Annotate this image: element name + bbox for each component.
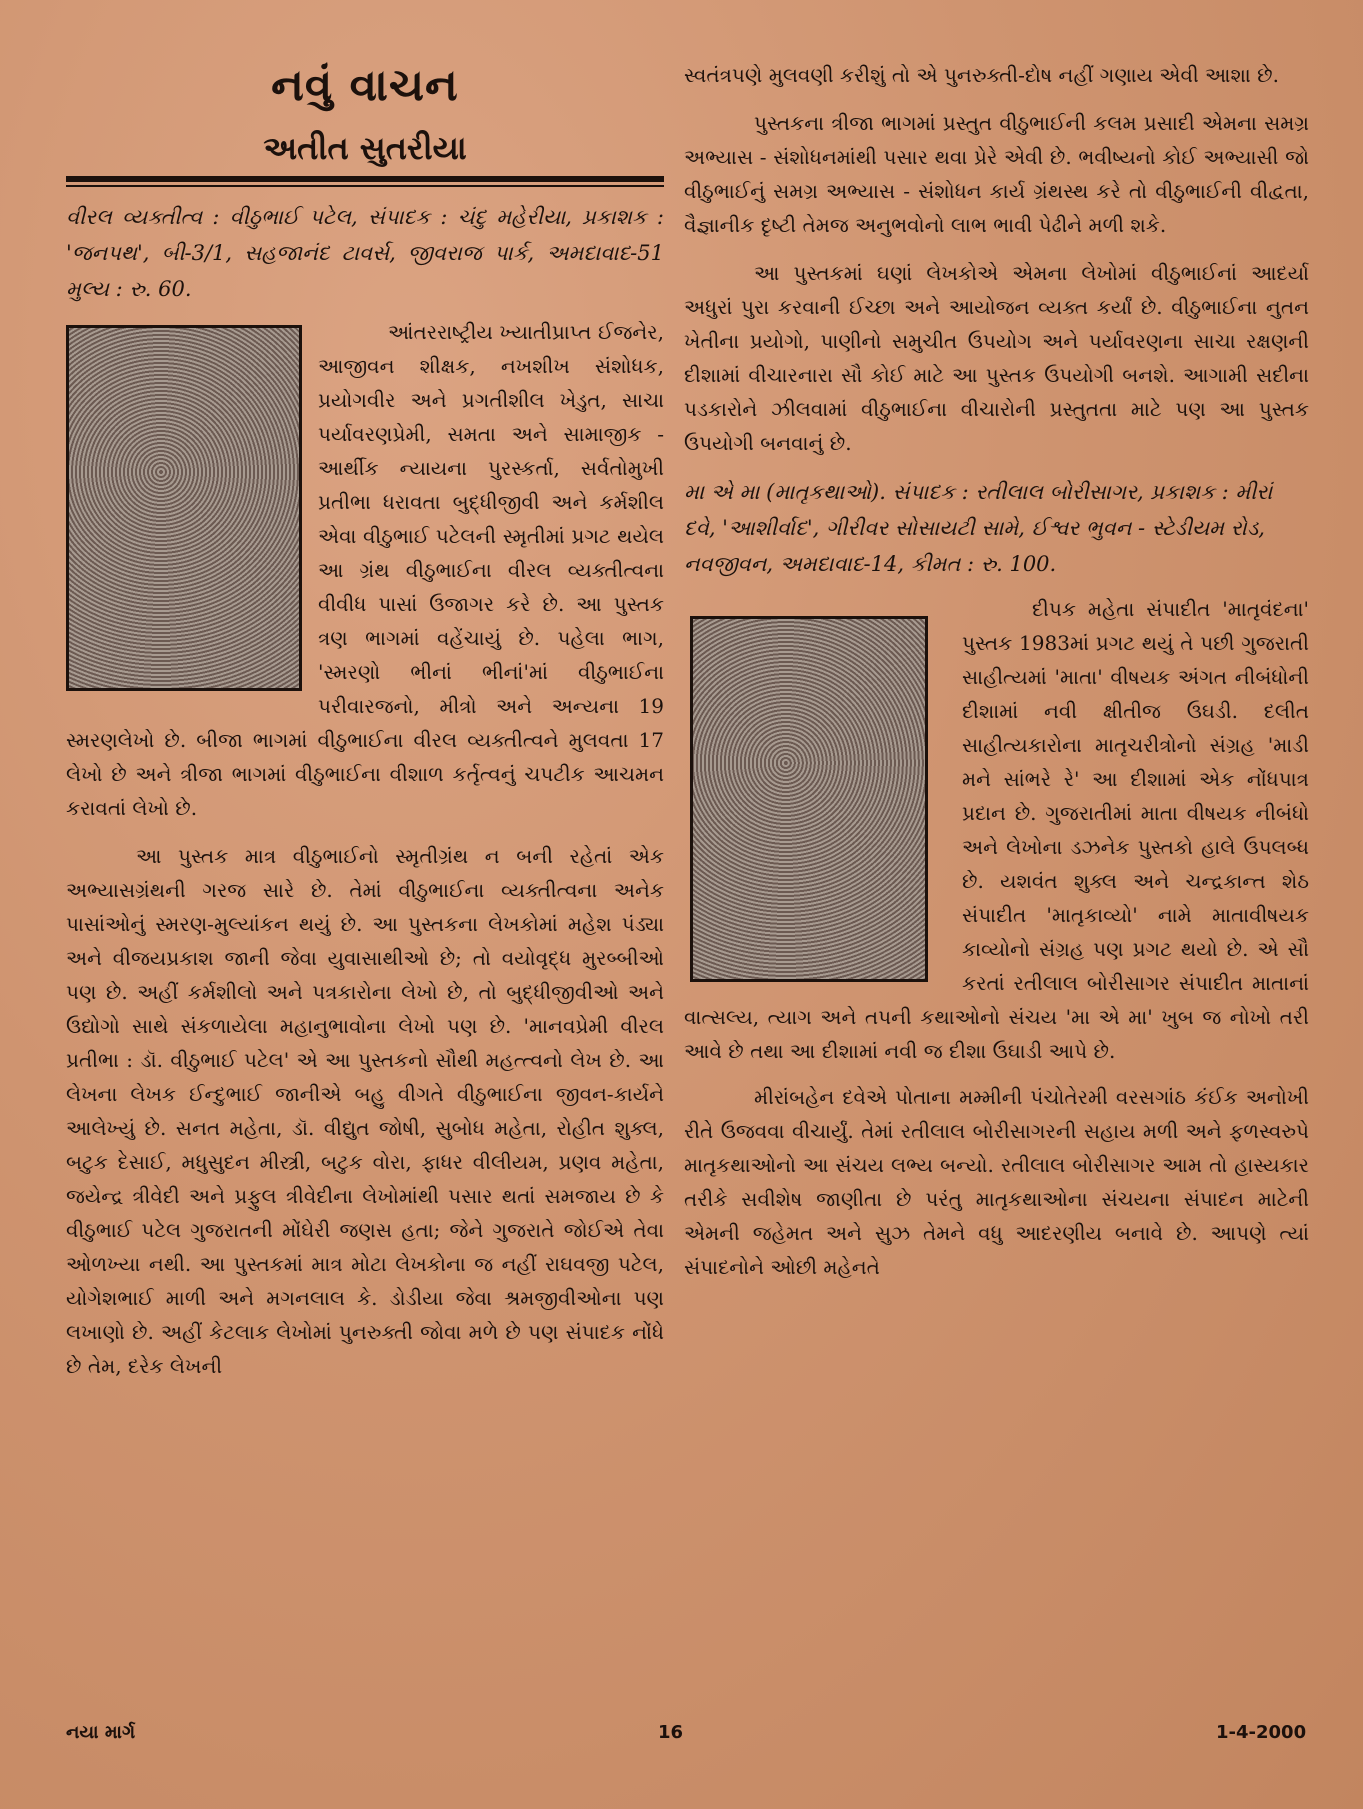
book2-para2: મીરાંબહેન દવેએ પોતાના મમ્મીની પંચોતેરમી વરસગાંઠ કંઈક અનોખી રીતે ઉજવવા વીચાર્યું. તેમાં રતીલાલ બોરીસાગરની સહાય મળી અને ફળસ્વરુપે માતૃકથાઓનો આ સંચય લભ્ય બન્યો. રતીલાલ બોરીસાગર આમ તો હાસ્યકાર તરીકે સવીશેષ જાણીતા છે પરંતુ માતૃકથાઓના સંચયના સંપાદન માટેની એમની જહેમત અને સુઝ તેમને વધુ આદરણીય બનાવે છે. આપણે ત્યાં સંપાદનોને ઓછી મહેનતે <box>684 1085 1309 1279</box>
book1-info: વીરલ વ્યક્તીત્વ : વીઠુભાઈ પટેલ, સંપાદક : ચંદુ મહેરીયા, પ્રકાશક : 'જનપથ', બી-3/1, સહજાનંદ ટાવર્સ, જીવરાજ પાર્ક, અમદાવાદ-51 મુલ્ય : રુ. 60. <box>66 205 664 301</box>
book1-intro: આંતરરાષ્ટ્રીય ખ્યાતીપ્રાપ્ત ઈજનેર, આજીવન શીક્ષક, નખશીખ સંશોધક, પ્રયોગવીર અને પ્રગતીશીલ ખેડુત, સાચા પર્યાવરણપ્રેમી, સમતા અને સામાજીક - આર્થીક ન્યાયના પુરસ્કર્તા, સર્વતોમુખી પ્રતીભા ધરાવતા બુદ્ધીજીવી અને કર્મશીલ એવા વીઠુભાઈ પટેલની સ્મૃતીમાં પ્રગટ થયેલ આ ગ્રંથ વીઠુભાઈના વીરલ વ્યક્તીત્વના વીવીધ પાસાં ઉજાગર કરે છે. આ પુસ્તક ત્રણ ભાગમાં વહેંચાયું છે. પહેલા ભાગ, 'સ્મરણો ભીનાં ભીનાં'માં વીઠુભાઈના પરીવારજનો, મીત્રો અને અન્યના 19 સ્મરણલેખો છે. બીજા ભાગમાં વીઠુભાઈના વીરલ વ્યક્તીત્વને મુલવતા 17 લેખો છે અને ત્રીજા ભાગમાં વીઠુભાઈના વીશાળ કર્તૃત્વનું ચપટીક આચમન કરાવતાં લેખો છે. <box>66 320 664 820</box>
book2-intro: દીપક મહેતા સંપાદીત 'માતૃવંદના' પુસ્તક 1983માં પ્રગટ થયું તે પછી ગુજરાતી સાહીત્યમાં 'માતા' વીષયક અંગત નીબંધોની દીશામાં નવી ક્ષીતીજ ઉઘડી. દલીત સાહીત્યકારોના માતૃચરીત્રોનો સંગ્રહ 'માડી મને સાંભરે રે' આ દીશામાં એક નોંધપાત્ર પ્રદાન છે. ગુજરાતીમાં માતા વીષયક નીબંધો અને લેખોના ડઝનેક પુસ્તકો હાલે ઉપલબ્ધ છે. યશવંત શુક્લ અને ચન્દ્રકાન્ત શેઠ સંપાદીત 'માતૃકાવ્યો' નામે માતાવીષયક કાવ્યોનો સંગ્રહ પણ પ્રગટ થયો છે. એ સૌ કરતાં રતીલાલ બોરીસાગર સંપાદીત માતાનાં વાત્સલ્ય, ત્યાગ અને તપની કથાઓનો સંચય 'મા એ મા' ખુબ જ નોખો તરી આવે છે તથા આ દીશામાં નવી જ દીશા ઉઘાડી આપે છે. <box>684 597 1309 1063</box>
book1-review-start <box>66 315 664 825</box>
footer-magazine-name: નયા માર્ગ <box>66 1722 136 1743</box>
book1-para4: આ પુસ્તકમાં ઘણાં લેખકોએ એમના લેખોમાં વીઠુભાઈનાં આદર્યા અધુરાં પુરા કરવાની ઈચ્છા અને આયોજન વ્યક્ત કર્યાં છે. વીઠુભાઈના નુતન ખેતીના પ્રયોગો, પાણીનો સમુચીત ઉપયોગ અને પર્યાવરણના સાચા રક્ષણની દીશામાં વીચારનારા સૌ કોઈ માટે આ પુસ્તક ઉપયોગી બનશે. આગામી સદીના પડકારોને ઝીલવામાં વીઠુભાઈના વીચારોની પ્રસ્તુતતા માટે પણ આ પુસ્તક ઉપયોગી બનવાનું છે. <box>684 261 1309 455</box>
book1-para3: પુસ્તકના ત્રીજા ભાગમાં પ્રસ્તુત વીઠુભાઈની કલમ પ્રસાદી એમના સમગ્ર અભ્યાસ - સંશોધનમાંથી પસાર થવા પ્રેરે એવી છે. ભવીષ્યનો કોઈ અભ્યાસી જો વીઠુભાઈનું સમગ્ર અભ્યાસ - સંશોધન કાર્ય ગ્રંથસ્થ કરે તો વીઠુભાઈની વીદ્વતા, વૈજ્ઞાનીક દૃષ્ટી તેમજ અનુભવોનો લાભ ભાવી પેઢીને મળી શકે. <box>684 111 1309 237</box>
book2-review-start <box>684 592 1309 1068</box>
book1-para2-continued: સ્વતંત્રપણે મુલવણી કરીશું તો એ પુનરુક્તી-દોષ નહીં ગણાય એવી આશા છે. <box>684 63 1279 87</box>
book1-author-photo <box>66 325 302 691</box>
title-rule-thick <box>66 176 664 182</box>
book2-cover-photo <box>690 616 928 982</box>
footer-page-number: 16 <box>658 1722 684 1743</box>
book2-info: મા એ મા (માતૃકથાઓ). સંપાદક : રતીલાલ બોરીસાગર, પ્રકાશક : મીરાં દવે, 'આશીર્વાદ', ગીરીવર સોસાયટી સામે, ઈશ્વર ભુવન - સ્ટેડીયમ રોડ, નવજીવન, અમદાવાદ-14, કીમત : રુ. 100. <box>684 480 1273 576</box>
title-rule-thin <box>66 185 664 187</box>
footer-date: 1-4-2000 <box>1216 1722 1307 1743</box>
left-column <box>66 48 664 1397</box>
author-name: અતીત સુતરીયા <box>263 129 467 167</box>
book1-para2: આ પુસ્તક માત્ર વીઠુભાઈનો સ્મૃતીગ્રંથ ન બની રહેતાં એક અભ્યાસગ્રંથની ગરજ સારે છે. તેમાં વીઠુભાઈના વ્યક્તીત્વના અનેક પાસાંઓનું સ્મરણ-મુલ્યાંકન થયું છે. આ પુસ્તકના લેખકોમાં મહેશ પંડ્યા અને વીજયપ્રકાશ જાની જેવા યુવાસાથીઓ છે; તો વયોવૃદ્ધ મુરબ્બીઓ પણ છે. અહીં કર્મશીલો અને પત્રકારોના લેખો છે, તો બુદ્ધીજીવીઓ અને ઉદ્યોગો સાથે સંકળાયેલા મહાનુભાવોના લેખો પણ છે. 'માનવપ્રેમી વીરલ પ્રતીભા : ડૉ. વીઠુભાઈ પટેલ' એ આ પુસ્તકનો સૌથી મહત્ત્વનો લેખ છે. આ લેખના લેખક ઈન્દુભાઈ જાનીએ બહુ વીગતે વીઠુભાઈના જીવન-કાર્યને આલેખ્યું છે. સનત મહેતા, ડૉ. વીદ્યુત જોષી, સુબોધ મહેતા, રોહીત શુક્લ, બટુક દેસાઈ, મધુસુદન મીસ્ત્રી, બટુક વોરા, ફાધર વીલીયમ, પ્રણવ મહેતા, જયેન્દ્ર ત્રીવેદી અને પ્રફુલ ત્રીવેદીના લેખોમાંથી પસાર થતાં સમજાય છે કે વીઠુભાઈ પટેલ ગુજરાતની મોંઘેરી જણસ હતા; જેને ગુજરાતે જોઈએ તેવા ઓળખ્યા નથી. આ પુસ્તકમાં માત્ર મોટા લેખકોના જ નહીં રાઘવજી પટેલ, યોગેશભાઈ માળી અને મગનલાલ કે. ડોડીયા જેવા શ્રમજીવીઓના પણ લખાણો છે. અહીં કેટલાક લેખોમાં પુનરુક્તી જોવા મળે છે પણ સંપાદક નોંધે છે તેમ, દરેક લેખની <box>66 844 664 1378</box>
section-title: નવું વાચન <box>271 60 459 111</box>
right-column <box>684 58 1309 1298</box>
